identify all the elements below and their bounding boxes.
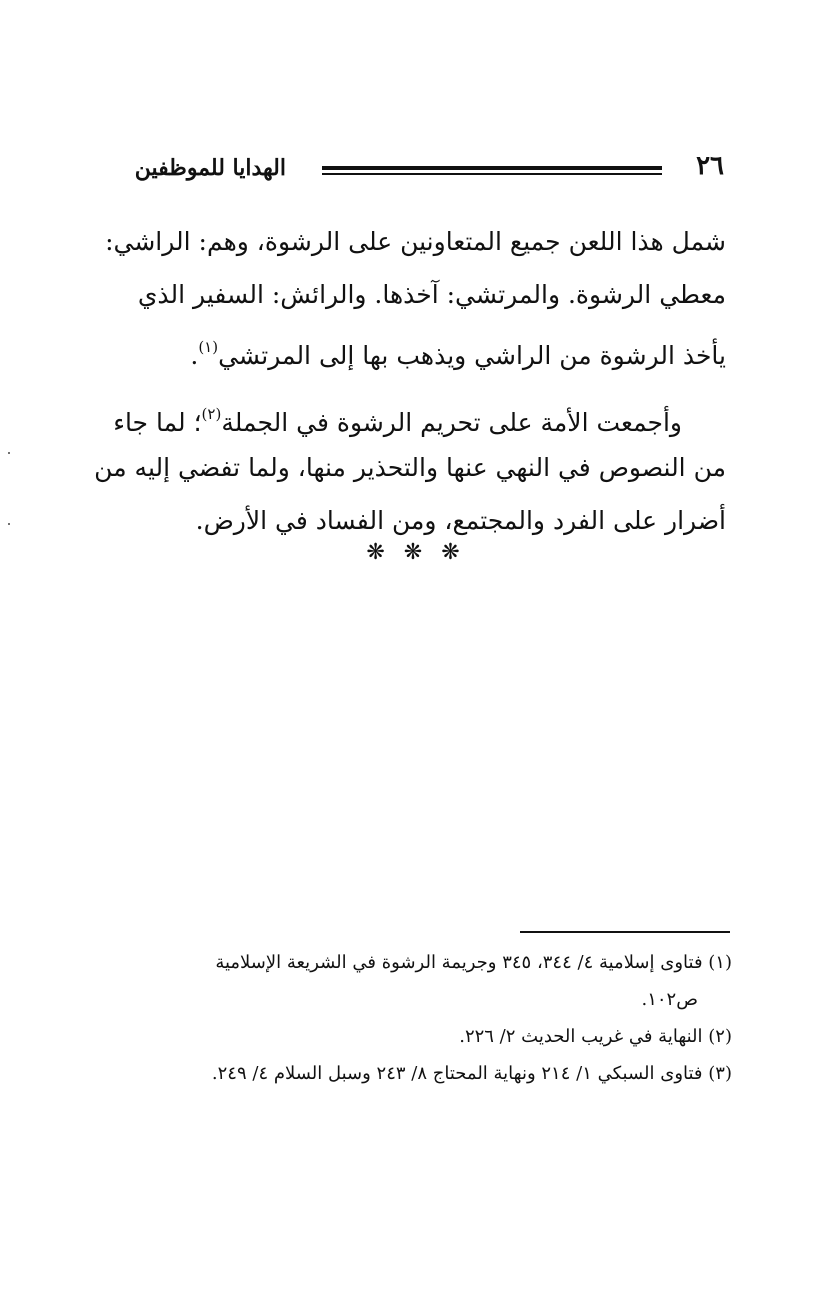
body-line-text: يأخذ الرشوة من الراشي ويذهب بها إلى المرتشي <box>218 341 726 370</box>
body-line <box>128 321 726 374</box>
footnote-rule <box>520 931 730 933</box>
body-line <box>113 388 726 441</box>
section-separator: ❋ ❋ ❋ <box>366 540 466 565</box>
footnote-2: (٢) النهاية في غريب الحديث ٢/ ٢٢٦. <box>459 1026 732 1047</box>
footnote-reference: (٢) <box>201 405 222 423</box>
header-rule-thin <box>322 173 662 175</box>
header-rule <box>322 166 662 176</box>
body-line: أضرار على الفرد والمجتمع، ومن الفساد في الأرض. <box>195 506 726 535</box>
footnote-1-continuation: ص١٠٢. <box>641 989 698 1010</box>
body-line: شمل هذا اللعن جميع المتعاونين على الرشوة، وهم: الراشي: <box>105 227 726 256</box>
body-line-end: . <box>190 341 199 370</box>
footnote-reference: (١) <box>198 338 219 356</box>
scan-speck <box>8 523 10 525</box>
footnote-3: (٣) فتاوى السبكي ١/ ٢١٤ ونهاية المحتاج ٨/ ٢٤٣ وسبل السلام ٤/ ٢٤٩. <box>211 1063 732 1084</box>
running-title: الهدايا للموظفين <box>134 155 286 181</box>
body-text <box>94 215 726 547</box>
body-line: معطي الرشوة. والمرتشي: آخذها. والرائش: السفير الذي <box>137 280 726 309</box>
footnote-1: (١) فتاوى إسلامية ٤/ ٣٤٤، ٣٤٥ وجريمة الرشوة في الشريعة الإسلامية <box>215 952 732 973</box>
footnotes <box>128 944 732 1092</box>
body-line: من النصوص في النهي عنها والتحذير منها، ولما تفضي إليه من <box>94 453 726 482</box>
header-rule-thick <box>322 166 662 170</box>
paragraph-gap <box>128 374 726 388</box>
body-line-end: ؛ لما جاء <box>113 408 202 437</box>
scan-speck <box>8 452 10 454</box>
page-number: ٢٦ <box>696 151 724 181</box>
body-line-text: وأجمعت الأمة على تحريم الرشوة في الجملة <box>221 408 682 437</box>
